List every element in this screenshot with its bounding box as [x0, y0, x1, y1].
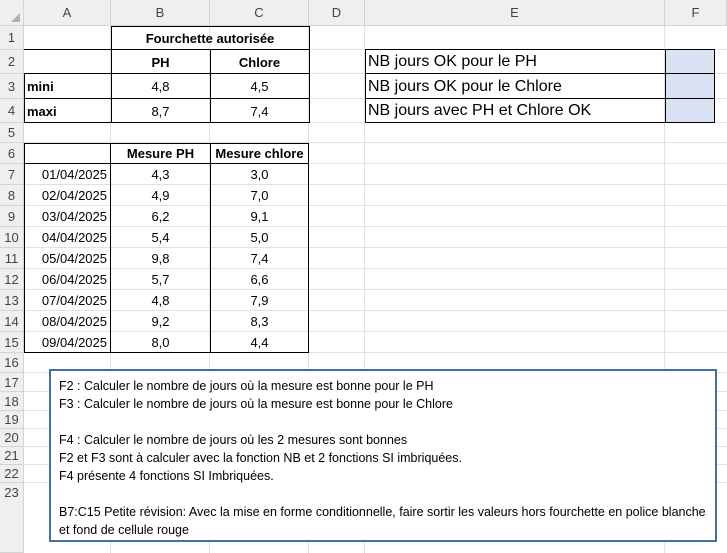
- measure-chlore[interactable]: 4,4: [250, 335, 269, 350]
- measure-date[interactable]: 04/04/2025: [41, 230, 107, 245]
- border: [365, 122, 714, 123]
- measure-ph[interactable]: 4,3: [151, 167, 170, 182]
- range-label-mini[interactable]: mini: [27, 79, 54, 94]
- row-header-19[interactable]: 19: [0, 411, 24, 429]
- range-header-chlore[interactable]: Chlore: [238, 54, 281, 70]
- row-header-11[interactable]: 11: [0, 248, 24, 269]
- row-header-22[interactable]: 22: [0, 465, 24, 483]
- column-header-c[interactable]: C: [210, 0, 309, 26]
- instruction-line: F4 présente 4 fonctions SI Imbriquées.: [59, 469, 274, 483]
- column-header-a[interactable]: A: [24, 0, 111, 26]
- measure-date[interactable]: 05/04/2025: [41, 251, 107, 266]
- row-header-21[interactable]: 21: [0, 447, 24, 465]
- measure-date[interactable]: 09/04/2025: [41, 335, 107, 350]
- border: [24, 122, 309, 123]
- row-header-3[interactable]: 3: [0, 74, 24, 99]
- instruction-line: B7:C15 Petite révision: Avec la mise en forme conditionnelle, faire sortir les valeurs hors fourchette en police blanche et fond de cellule rouge: [59, 505, 706, 537]
- measure-date[interactable]: 03/04/2025: [41, 209, 107, 224]
- border: [110, 143, 111, 353]
- summary-value-f3[interactable]: [665, 74, 714, 99]
- row-header-13[interactable]: 13: [0, 290, 24, 311]
- measure-ph[interactable]: 5,7: [151, 272, 170, 287]
- measure-header-ph[interactable]: Mesure PH: [126, 146, 195, 161]
- border: [24, 163, 309, 164]
- row-header-20[interactable]: 20: [0, 429, 24, 447]
- row-header-2[interactable]: 2: [0, 50, 24, 74]
- measure-chlore[interactable]: 9,1: [250, 209, 269, 224]
- measure-ph[interactable]: 4,9: [151, 188, 170, 203]
- instruction-line: F2 : Calculer le nombre de jours où la mesure est bonne pour le PH: [59, 379, 434, 393]
- measure-ph[interactable]: 9,2: [151, 314, 170, 329]
- measure-chlore[interactable]: 6,6: [250, 272, 269, 287]
- row-header-14[interactable]: 14: [0, 311, 24, 332]
- measure-date[interactable]: 07/04/2025: [41, 293, 107, 308]
- measure-ph[interactable]: 5,4: [151, 230, 170, 245]
- row-header-17[interactable]: 17: [0, 373, 24, 392]
- measure-chlore[interactable]: 3,0: [250, 167, 269, 182]
- row-header-15[interactable]: 15: [0, 332, 24, 353]
- row-header-18[interactable]: 18: [0, 392, 24, 411]
- row-header-10[interactable]: 10: [0, 227, 24, 248]
- border: [24, 143, 25, 353]
- column-header-f[interactable]: F: [665, 0, 727, 26]
- row-header-5[interactable]: 5: [0, 123, 24, 143]
- measure-chlore[interactable]: 7,0: [250, 188, 269, 203]
- border: [111, 26, 309, 27]
- border: [24, 352, 309, 353]
- measure-ph[interactable]: 4,8: [151, 293, 170, 308]
- border: [24, 73, 309, 74]
- measure-date[interactable]: 08/04/2025: [41, 314, 107, 329]
- row-header-9[interactable]: 9: [0, 206, 24, 227]
- instruction-line: [59, 485, 707, 503]
- range-header-ph[interactable]: PH: [151, 54, 170, 70]
- measure-chlore[interactable]: 8,3: [250, 314, 269, 329]
- row-header-7[interactable]: 7: [0, 164, 24, 185]
- select-all-corner[interactable]: [0, 0, 24, 26]
- range-maxi-chlore[interactable]: 7,4: [250, 103, 269, 119]
- measure-ph[interactable]: 8,0: [151, 335, 170, 350]
- measure-ph[interactable]: 6,2: [151, 209, 170, 224]
- column-header-b[interactable]: B: [111, 0, 210, 26]
- border: [210, 143, 211, 353]
- measure-chlore[interactable]: 5,0: [250, 230, 269, 245]
- border: [665, 49, 666, 123]
- instruction-line: F3 : Calculer le nombre de jours où la mesure est bonne pour le Chlore: [59, 397, 453, 411]
- row-header-16[interactable]: 16: [0, 353, 24, 373]
- border: [24, 98, 309, 99]
- border: [309, 26, 310, 123]
- column-header-d[interactable]: D: [309, 0, 365, 26]
- measure-date[interactable]: 02/04/2025: [41, 188, 107, 203]
- border: [111, 26, 112, 123]
- border: [210, 50, 211, 123]
- instruction-line: F2 et F3 sont à calculer avec la fonction NB et 2 fonctions SI imbriquées.: [59, 451, 462, 465]
- select-all-triangle-icon: [11, 13, 20, 22]
- measure-chlore[interactable]: 7,9: [250, 293, 269, 308]
- range-table-title[interactable]: Fourchette autorisée: [145, 30, 275, 46]
- summary-label-both[interactable]: NB jours avec PH et Chlore OK: [368, 102, 592, 119]
- instructions-text-box[interactable]: [49, 369, 717, 542]
- border: [24, 49, 309, 50]
- range-maxi-ph[interactable]: 8,7: [151, 103, 170, 119]
- summary-label-ph[interactable]: NB jours OK pour le PH: [368, 53, 537, 70]
- range-label-maxi[interactable]: maxi: [27, 103, 57, 119]
- border: [365, 73, 714, 74]
- row-header-8[interactable]: 8: [0, 185, 24, 206]
- row-header-1[interactable]: 1: [0, 26, 24, 50]
- row-header-12[interactable]: 12: [0, 269, 24, 290]
- row-header-23[interactable]: 23: [0, 483, 24, 553]
- column-header-e[interactable]: E: [365, 0, 665, 26]
- summary-value-f4[interactable]: [665, 99, 714, 123]
- border: [714, 49, 715, 123]
- border: [365, 49, 714, 50]
- border: [365, 49, 366, 123]
- measure-chlore[interactable]: 7,4: [250, 251, 269, 266]
- border: [365, 98, 714, 99]
- row-header-6[interactable]: 6: [0, 143, 24, 164]
- border: [24, 143, 309, 144]
- summary-value-f2[interactable]: [665, 50, 714, 74]
- measure-ph[interactable]: 9,8: [151, 251, 170, 266]
- range-mini-chlore[interactable]: 4,5: [250, 79, 269, 94]
- row-header-4[interactable]: 4: [0, 99, 24, 123]
- measure-header-chlore[interactable]: Mesure chlore: [215, 146, 304, 161]
- range-mini-ph[interactable]: 4,8: [151, 79, 170, 94]
- measure-date[interactable]: 06/04/2025: [41, 272, 107, 287]
- summary-label-chlore[interactable]: NB jours OK pour le Chlore: [368, 77, 562, 95]
- instruction-line: F4 : Calculer le nombre de jours où les 2 mesures sont bonnes: [59, 433, 408, 447]
- measure-date[interactable]: 01/04/2025: [41, 167, 107, 182]
- instruction-line: [59, 413, 707, 431]
- border: [308, 143, 309, 353]
